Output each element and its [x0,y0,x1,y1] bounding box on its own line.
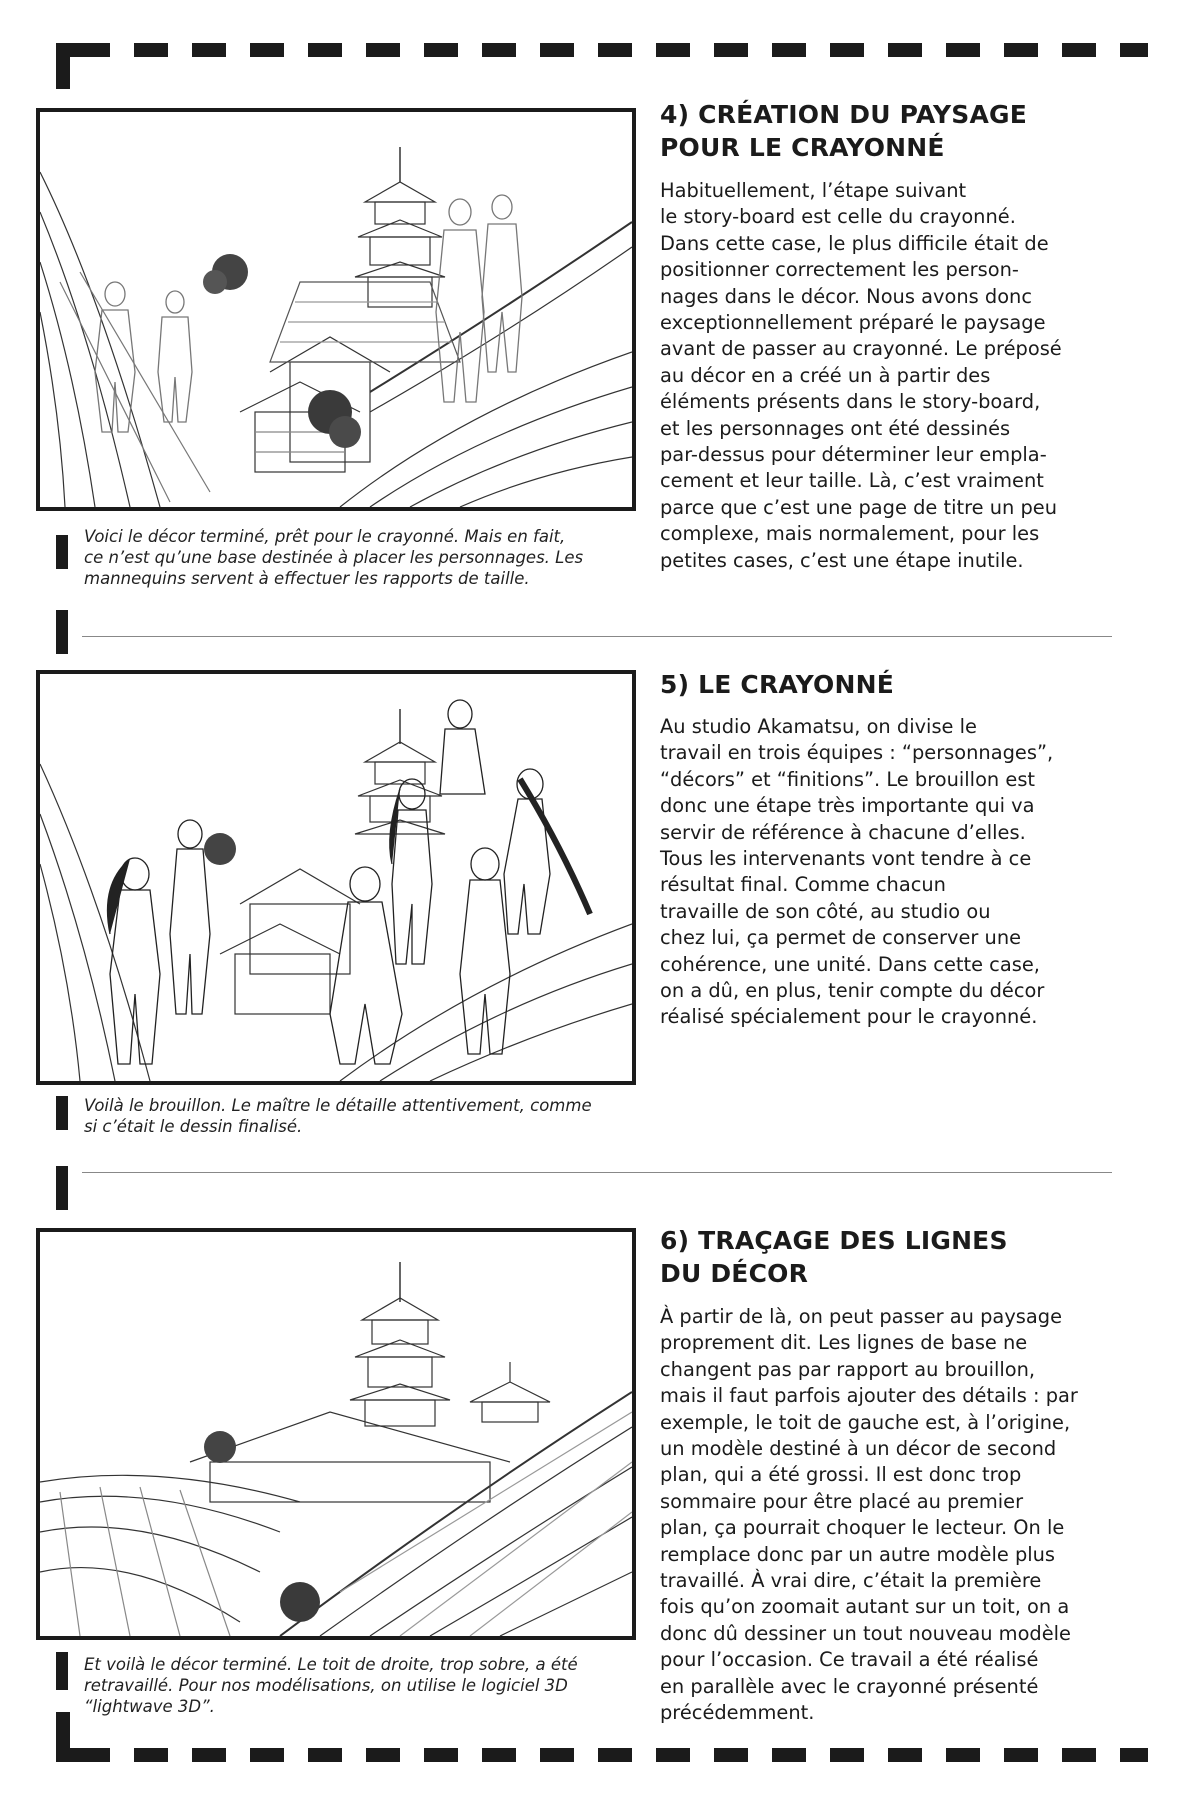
body-line: travail en trois équipes : “personnages”, [660,741,1054,765]
body-line: travaille de son côté, au studio ou [660,899,991,923]
body-line: complexe, mais normalement, pour les [660,522,1040,546]
panel-sketch-scene [36,670,636,1085]
body-line: donc dû dessiner un tout nouveau modèle [660,1621,1071,1645]
body-line: cement et leur taille. Là, c’est vraiment [660,469,1044,493]
caption-line: Voilà le brouillon. Le maître le détaille attentivement, comme [84,1096,592,1115]
body-line: nages dans le décor. Nous avons donc [660,284,1033,308]
body-section-4 [660,178,1170,574]
body-line: chez lui, ça permet de conserver une [660,926,1022,950]
body-line: et les personnages ont été dessinés [660,416,1011,440]
body-line: Tous les intervenants vont tendre à ce [660,847,1032,871]
body-line: pour l’occasion. Ce travail a été réalisé [660,1648,1039,1672]
body-line: “décors” et “finitions”. Le brouillon est [660,767,1036,791]
caption-line: Et voilà le décor terminé. Le toit de droite, trop sobre, a été [84,1655,578,1674]
body-line: Au studio Akamatsu, on divise le [660,715,977,738]
heading-line: POUR LE CRAYONNÉ [660,133,945,162]
body-line: plan, qui a été grossi. Il est donc trop [660,1463,1022,1487]
body-line: éléments présents dans le story-board, [660,390,1041,414]
caption-bar-2 [56,1096,68,1130]
body-line: exemple, le toit de gauche est, à l’origine, [660,1410,1071,1434]
body-line: proprement dit. Les lignes de base ne [660,1331,1028,1355]
body-line: un modèle destiné à un décor de second [660,1437,1057,1461]
body-section-5 [660,714,1170,1031]
section-divider-1 [82,636,1112,637]
body-line: par-dessus pour déterminer leur empla- [660,443,1047,467]
body-line: Habituellement, l’étape suivant [660,179,967,202]
caption-section-5 [84,1095,644,1137]
illustration-temple-stairs-mannequins [40,112,632,507]
caption-line: “lightwave 3D”. [84,1697,215,1716]
body-line: plan, ça pourrait choquer le lecteur. On le [660,1516,1065,1540]
caption-bar-1 [56,535,68,569]
frame-side-bar-2 [56,1166,68,1210]
body-line: le story-board est celle du crayonné. [660,205,1016,229]
illustration-characters-sketch [40,674,632,1081]
body-line: avant de passer au crayonné. Le préposé [660,337,1062,361]
body-line: précédemment. [660,1701,815,1725]
body-line: on a dû, en plus, tenir compte du décor [660,979,1045,1003]
body-line: en parallèle avec le crayonné présenté [660,1674,1039,1698]
frame-side-bar-1 [56,610,68,654]
body-line: résultat final. Comme chacun [660,873,946,897]
frame-dashed-bottom [76,1748,1148,1762]
body-line: remplace donc par un autre modèle plus [660,1542,1056,1566]
panel-roof-lines-scene [36,1228,636,1640]
caption-section-4 [84,526,644,589]
caption-bar-3 [56,1652,68,1690]
body-line: fois qu’on zoomait autant sur un toit, on a [660,1595,1070,1619]
caption-section-6 [84,1654,644,1717]
heading-section-5 [660,668,1160,701]
heading-line: DU DÉCOR [660,1259,809,1288]
body-line: exceptionnellement préparé le paysage [660,311,1046,335]
body-line: À partir de là, on peut passer au paysage [660,1305,1063,1328]
caption-line: retravaillé. Pour nos modélisations, on utilise le logiciel 3D [84,1676,568,1695]
panel-background-scene [36,108,636,511]
body-line: positionner correctement les person- [660,258,1019,282]
frame-corner-bottom-left-vertical [56,1712,70,1762]
heading-section-4 [660,98,1160,164]
body-line: parce que c’est une page de titre un peu [660,495,1057,519]
body-line: mais il faut parfois ajouter des détails : par [660,1384,1078,1408]
body-line: changent pas par rapport au brouillon, [660,1357,1036,1381]
caption-line: mannequins servent à effectuer les rapports de taille. [84,569,530,588]
body-line: Dans cette case, le plus difficile était de [660,231,1049,255]
heading-line: 5) LE CRAYONNÉ [660,670,894,699]
frame-dashed-top [76,43,1148,57]
body-line: réalisé spécialement pour le crayonné. [660,1005,1038,1029]
heading-section-6 [660,1224,1160,1290]
caption-line: si c’était le dessin finalisé. [84,1117,303,1136]
body-line: travaillé. À vrai dire, c’était la première [660,1569,1042,1593]
heading-line: 4) CRÉATION DU PAYSAGE [660,100,1028,129]
body-line: cohérence, une unité. Dans cette case, [660,952,1040,976]
caption-line: ce n’est qu’une base destinée à placer les personnages. Les [84,548,584,567]
frame-corner-top-left-vertical [56,43,70,89]
caption-line: Voici le décor terminé, prêt pour le crayonné. Mais en fait, [84,527,566,546]
body-line: sommaire pour être placé au premier [660,1489,1024,1513]
illustration-temple-roofs [40,1232,632,1636]
body-line: petites cases, c’est une étape inutile. [660,548,1024,572]
section-divider-2 [82,1172,1112,1173]
heading-line: 6) TRAÇAGE DES LIGNES [660,1226,1008,1255]
body-line: au décor en a créé un à partir des [660,363,991,387]
body-section-6 [660,1304,1170,1727]
body-line: donc une étape très importante qui va [660,794,1035,818]
body-line: servir de référence à chacune d’elles. [660,820,1026,844]
